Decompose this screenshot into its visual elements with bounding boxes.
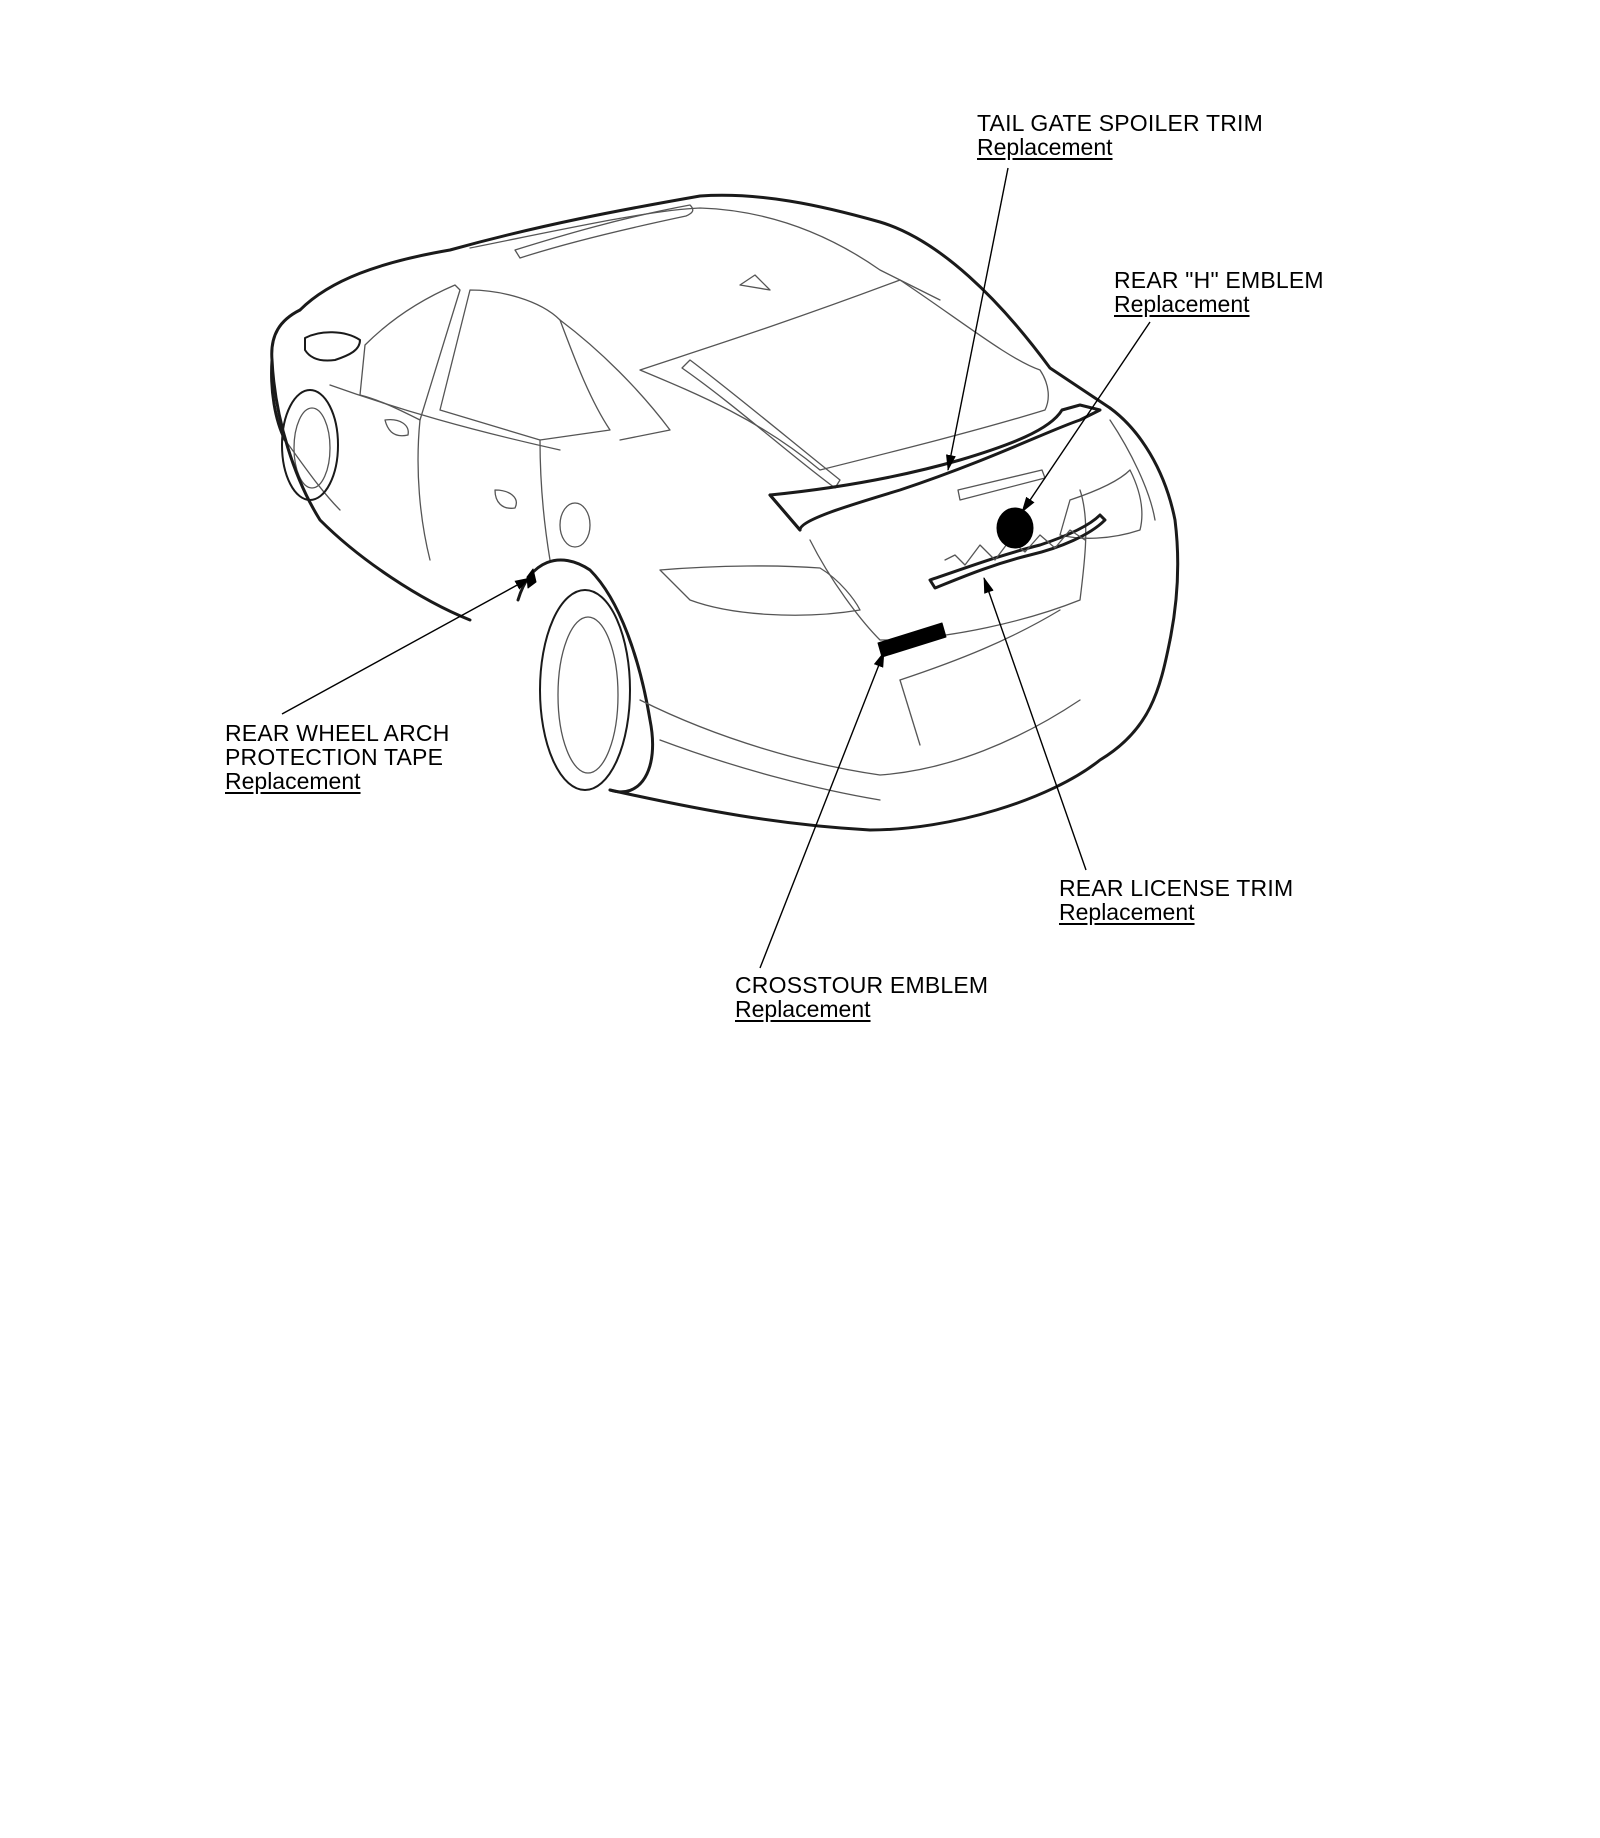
replacement-link[interactable]: Replacement [1114, 291, 1250, 317]
callout-title: TAIL GATE SPOILER TRIM [977, 110, 1263, 136]
callout-rear-wheel-arch-protection-tape [225, 721, 450, 793]
leader-crosstour-emblem [760, 652, 884, 968]
leader-lines [282, 168, 1150, 968]
callout-crosstour-emblem [735, 973, 988, 1021]
callout-title: REAR LICENSE TRIM [1059, 875, 1294, 901]
callout-rear-license-trim [1059, 876, 1293, 924]
leader-rear-wheel-arch [282, 578, 530, 714]
callout-title-line1: REAR WHEEL ARCH [225, 720, 450, 746]
replacement-link[interactable]: Replacement [225, 768, 361, 794]
callout-title: REAR "H" EMBLEM [1114, 267, 1324, 293]
callout-rear-h-emblem [1114, 268, 1324, 316]
callout-tail-gate-spoiler-trim [977, 111, 1263, 159]
leader-rear-license-trim [984, 578, 1086, 870]
leader-rear-h-emblem [1022, 322, 1150, 512]
callout-title: CROSSTOUR EMBLEM [735, 972, 989, 998]
replacement-link[interactable]: Replacement [1059, 899, 1195, 925]
replacement-link[interactable]: Replacement [735, 996, 871, 1022]
replacement-link[interactable]: Replacement [977, 134, 1113, 160]
callout-title-line2: PROTECTION TAPE [225, 744, 444, 770]
